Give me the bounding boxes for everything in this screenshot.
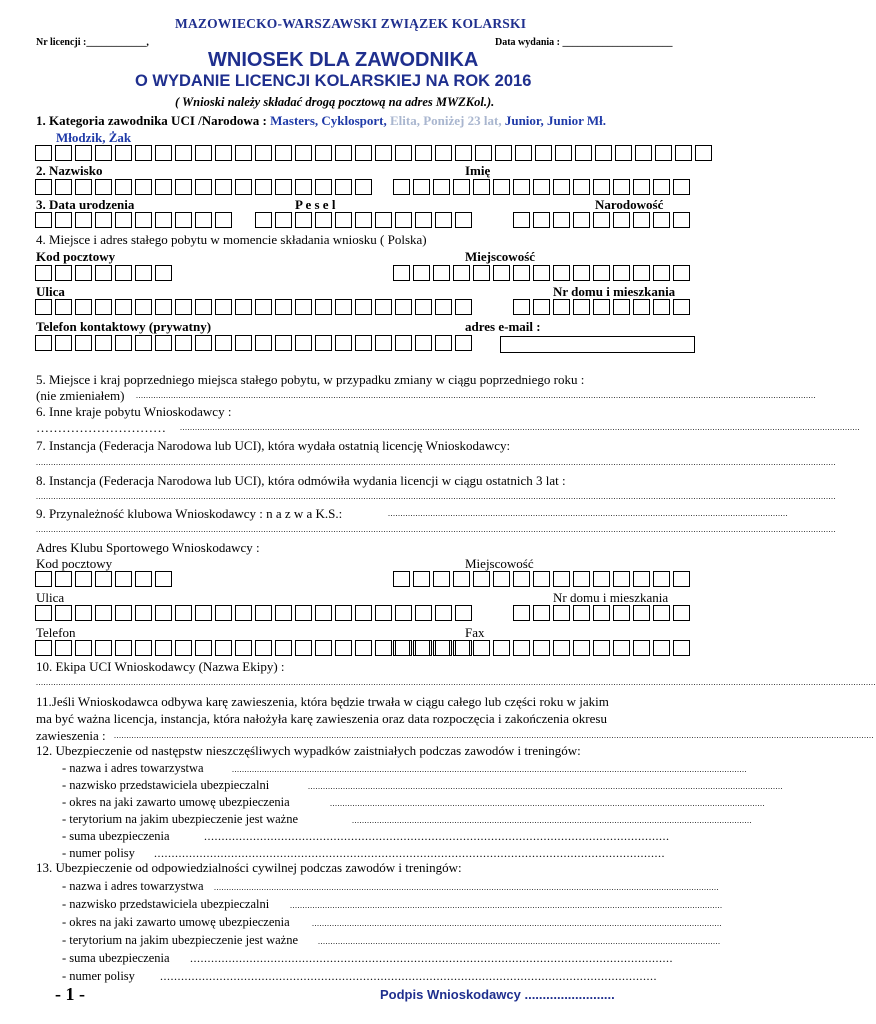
other-countries-label: 6. Inne kraje pobytu Wnioskodawcy : [36, 404, 232, 419]
accident-agent-label: - nazwisko przedstawiciela ubezpieczalni [62, 778, 270, 792]
phone-label: Telefon kontaktowy (prywatny) [36, 319, 212, 334]
pesel-label: P e s e l [295, 197, 336, 212]
house-number-boxes[interactable] [513, 299, 693, 315]
organization-name: MAZOWIECKO-WARSZAWSKI ZWIĄZEK KOLARSKI [175, 16, 527, 31]
club-postcode-label: Kod pocztowy [36, 556, 113, 571]
club-street-boxes[interactable] [35, 605, 475, 621]
club-name-dotted-field[interactable]: ................................................................................................................................................................ [388, 509, 788, 518]
liability-agent-label: - nazwisko przedstawiciela ubezpieczalni [62, 897, 270, 911]
accident-insurer-name-label: - nazwa i adres towarzystwa [62, 761, 204, 775]
team-name-label: 10. Ekipa UCI Wnioskodawcy (Nazwa Ekipy) : [36, 659, 285, 674]
liability-period-label: - okres na jaki zawarto umowę ubezpieczenia [62, 915, 290, 929]
applicant-signature-field[interactable]: Podpis Wnioskodawcy ......................... [380, 987, 615, 1002]
email-input-box[interactable] [500, 336, 695, 353]
club-name-label: 9. Przynależność klubowa Wnioskodawcy : n a z w a K.S.: [36, 506, 343, 521]
postcode-label: Kod pocztowy [36, 249, 116, 264]
club-street-label: Ulica [36, 590, 65, 605]
first-name-label: Imię [465, 163, 491, 178]
first-name-boxes[interactable] [393, 179, 693, 195]
accident-period-label: - okres na jaki zawarto umowę ubezpieczenia [62, 795, 290, 809]
email-label: adres e-mail : [465, 319, 541, 334]
club-name-dotted-field-2[interactable]: ................................................................................................................................................................................................................................................................................................................................ [36, 525, 836, 534]
form-title: WNIOSEK DLA ZAWODNIKA [208, 49, 479, 71]
house-number-label: Nr domu i mieszkania [553, 284, 676, 299]
club-fax-label: Fax [465, 625, 485, 640]
street-boxes[interactable] [35, 299, 475, 315]
accident-territory-field[interactable]: ................................................................................................................................................................ [352, 816, 752, 825]
surname-label: 2. Nazwisko [36, 163, 103, 178]
liability-period-field[interactable]: .................................................................................................................................................................... [312, 919, 722, 928]
suspension-text-2: ma być ważna licencja, instancja, która nałożyła karę zawieszenia oraz data rozpoczęcia i zakończenia okresu [36, 711, 607, 726]
club-postcode-boxes[interactable] [35, 571, 175, 587]
team-name-dotted-field[interactable]: ................................................................................................................................................................................................................................................................................................................................................ [36, 678, 876, 687]
liability-policy-label: - numer polisy [62, 969, 135, 983]
last-licence-issuer-label: 7. Instancja (Federacja Narodowa lub UCI), która wydała ostatnią licencję Wnioskodawcy: [36, 438, 511, 453]
liability-sum-label: - suma ubezpieczenia [62, 951, 170, 965]
accident-policy-label: - numer polisy [62, 846, 135, 860]
dob-boxes[interactable] [35, 212, 235, 228]
nationality-boxes[interactable] [513, 212, 693, 228]
postcode-boxes[interactable] [35, 265, 175, 281]
club-phone-label: Telefon [36, 625, 76, 640]
liability-insurer-name-field[interactable]: .......................................................................................................................................................................................................... [214, 883, 719, 892]
previous-residence-option: (nie zmieniałem) [36, 388, 125, 403]
section-1-category [36, 114, 606, 127]
suspension-text-3: zawieszenia : [36, 728, 106, 743]
previous-residence-dotted-field[interactable]: ................................................................................................................................................................................................................................................................................ [136, 391, 816, 400]
phone-boxes[interactable] [35, 335, 475, 351]
accident-agent-field[interactable]: .............................................................................................................................................................................................. [308, 782, 783, 791]
liability-policy-field[interactable]: .............................................................................................................................................. [160, 969, 657, 983]
previous-residence-label: 5. Miejsce i kraj poprzedniego miejsca stałego pobytu, w przypadku zmiany w ciągu poprzedniego roku : [36, 372, 585, 387]
club-city-boxes[interactable] [393, 571, 693, 587]
refused-licence-label: 8. Instancja (Federacja Narodowa lub UCI), która odmówiła wydania licencji w ciągu ostatnich 3 lat : [36, 473, 566, 488]
suspension-text-1: 11.Jeśli Wnioskodawca odbywa karę zawieszenia, która będzie trwała w ciągu całego lub części roku w jakim [36, 694, 609, 709]
category-junior[interactable]: Junior, Junior Mł. [501, 113, 606, 128]
liability-sum-field[interactable]: .......................................................................................................................................... [190, 951, 673, 965]
club-house-label: Nr domu i mieszkania [553, 590, 669, 605]
refused-licence-dotted-field[interactable]: ................................................................................................................................................................................................................................................................................................................................ [36, 492, 836, 501]
category-elita-u23[interactable]: Elita, Poniżej 23 lat, [386, 113, 502, 128]
accident-insurance-heading: 12. Ubezpieczenie od następstw nieszczęśliwych wypadków zaistniałych podczas zawodów i treningów: [36, 743, 581, 758]
other-countries-dotted-field[interactable]: ................................................................................................................................................................................................................................................................................ [180, 423, 860, 432]
submission-note: ( Wnioski należy składać drogą pocztową na adres MWZKol.). [175, 95, 495, 109]
accident-insurer-name-field[interactable]: .............................................................................................................................................................................................................. [232, 765, 747, 774]
residence-heading: 4. Miejsce i adres stałego pobytu w momencie składania wniosku ( Polska) [36, 232, 427, 247]
category-label: 1. Kategoria zawodnika UCI /Narodowa : [36, 113, 271, 128]
accident-territory-label: - terytorium na jakim ubezpieczenie jest ważne [62, 812, 299, 826]
category-boxes-row[interactable] [35, 145, 715, 161]
club-address-heading: Adres Klubu Sportowego Wnioskodawcy : [36, 540, 260, 555]
issue-date-field[interactable]: Data wydania : ______________________ [495, 37, 673, 48]
licence-number-field[interactable]: Nr licencji :____________, [36, 37, 149, 48]
accident-sum-field[interactable]: ..................................................................................................................................... [204, 829, 670, 843]
other-countries-fill: ………………………… [36, 420, 166, 435]
surname-boxes[interactable] [35, 179, 375, 195]
form-subtitle: O WYDANIE LICENCJI KOLARSKIEJ NA ROK 2016 [135, 72, 532, 90]
city-boxes[interactable] [393, 265, 693, 281]
city-label: Miejscowość [465, 249, 536, 264]
pesel-boxes[interactable] [255, 212, 475, 228]
nationality-label: Narodowość [595, 197, 664, 212]
liability-territory-field[interactable]: ................................................................................................................................................................. [318, 937, 721, 946]
dob-label: 3. Data urodzenia [36, 197, 135, 212]
club-house-boxes[interactable] [513, 605, 693, 621]
last-licence-issuer-dotted-field[interactable]: ................................................................................................................................................................................................................................................................................................................................ [36, 458, 836, 467]
club-fax-boxes[interactable] [393, 640, 693, 656]
category-mlodzik-zak[interactable]: Młodzik, Żak [56, 130, 132, 145]
liability-insurance-heading: 13. Ubezpieczenie od odpowiedzialności cywilnej podczas zawodów i treningów: [36, 860, 462, 875]
accident-policy-field[interactable]: .................................................................................................................................................. [154, 846, 665, 860]
street-label: Ulica [36, 284, 65, 299]
liability-agent-field[interactable]: ............................................................................................................................................................................. [290, 901, 723, 910]
liability-territory-label: - terytorium na jakim ubezpieczenie jest ważne [62, 933, 299, 947]
club-city-label: Miejscowość [465, 556, 534, 571]
page-number: - 1 - [55, 984, 85, 1004]
category-masters-cyklosport[interactable]: Masters, Cyklosport, [270, 113, 387, 128]
accident-sum-label: - suma ubezpieczenia [62, 829, 170, 843]
accident-period-field[interactable]: .............................................................................................................................................................................. [330, 799, 765, 808]
suspension-dotted-field[interactable]: ................................................................................................................................................................................................................................................................................................................ [114, 731, 874, 740]
liability-insurer-name-label: - nazwa i adres towarzystwa [62, 879, 204, 893]
